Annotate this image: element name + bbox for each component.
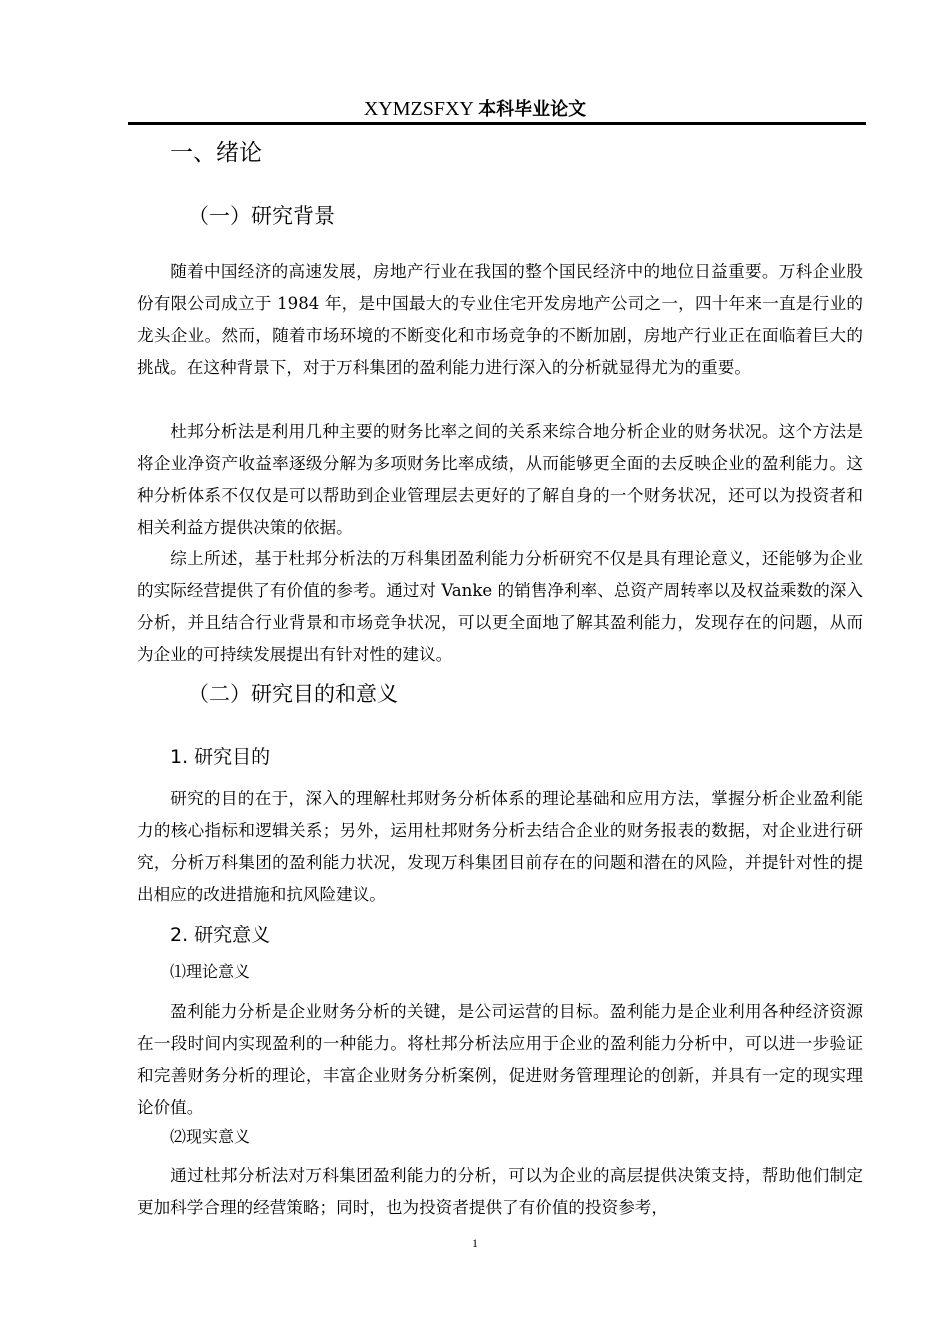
header-title-cn: 本科毕业论文: [478, 99, 587, 120]
page-number: 1: [472, 1236, 478, 1250]
header-title-latin: XYMZSFXY: [363, 98, 474, 120]
section-heading-purpose: （二）研究目的和意义: [188, 682, 398, 706]
subsection-heading-meaning: 2. 研究意义: [170, 924, 271, 946]
paragraph-2: 杜邦分析法是利用几种主要的财务比率之间的关系来综合地分析企业的财务状况。这个方法是将企业净资产收益率逐级分解为多项财务比率成绩，从而能够更全面的去反映企业的盈利能力。这种分析体系不仅仅是可以帮助到企业管理层去更好的了解自身的一个财务状况，还可以为投资者和相关利益方提供决策的依据。: [137, 422, 863, 537]
page-header: [0, 96, 950, 123]
paragraph-5: 盈利能力分析是企业财务分析的关键，是公司运营的目标。盈利能力是企业利用各种经济资源在一段时间内实现盈利的一种能力。将杜邦分析法应用于企业的盈利能力分析中，可以进一步验证和完善财务分析的理论，丰富企业财务分析案例，促进财务管理理论的创新，并具有一定的现实理论价值。: [137, 1002, 863, 1117]
item-heading-practice: ⑵现实意义: [170, 1127, 251, 1146]
section-heading-background: （一）研究背景: [188, 204, 335, 228]
paragraph-4: 研究的目的在于，深入的理解杜邦财务分析体系的理论基础和应用方法，掌握分析企业盈利能力的核心指标和逻辑关系；另外，运用杜邦财务分析去结合企业的财务报表的数据，对企业进行研究，分析万科集团的盈利能力状况，发现万科集团目前存在的问题和潜在的风险，并提针对性的提出相应的改进措施和抗风险建议。: [137, 789, 863, 904]
header-rule: [128, 122, 866, 125]
chapter-heading: 一、绪论: [170, 140, 262, 166]
item-heading-theory: ⑴理论意义: [170, 962, 251, 981]
paragraph-1: 随着中国经济的高速发展，房地产行业在我国的整个国民经济中的地位日益重要。万科企业股份有限公司成立于 1984 年，是中国最大的专业住宅开发房地产公司之一，四十年来一直是行业的龙头企业。然而，随着市场环境的不断变化和市场竞争的不断加剧，房地产行业正在面临着巨大的挑战。在这种背景下，对于万科集团的盈利能力进行深入的分析就显得尤为的重要。: [137, 262, 863, 377]
paragraph-6: 通过杜邦分析法对万科集团盈利能力的分析，可以为企业的高层提供决策支持，帮助他们制定更加科学合理的经营策略；同时，也为投资者提供了有价值的投资参考，: [137, 1166, 863, 1217]
subsection-heading-purpose: 1. 研究目的: [170, 746, 271, 768]
paragraph-3: 综上所述，基于杜邦分析法的万科集团盈利能力分析研究不仅是具有理论意义，还能够为企业的实际经营提供了有价值的参考。通过对 Vanke 的销售净利率、总资产周转率以及权益乘数的深入分析，并且结合行业背景和市场竞争状况，可以更全面地了解其盈利能力，发现存在的问题，从而为企业的可持续发展提出有针对性的建议。: [137, 549, 863, 664]
